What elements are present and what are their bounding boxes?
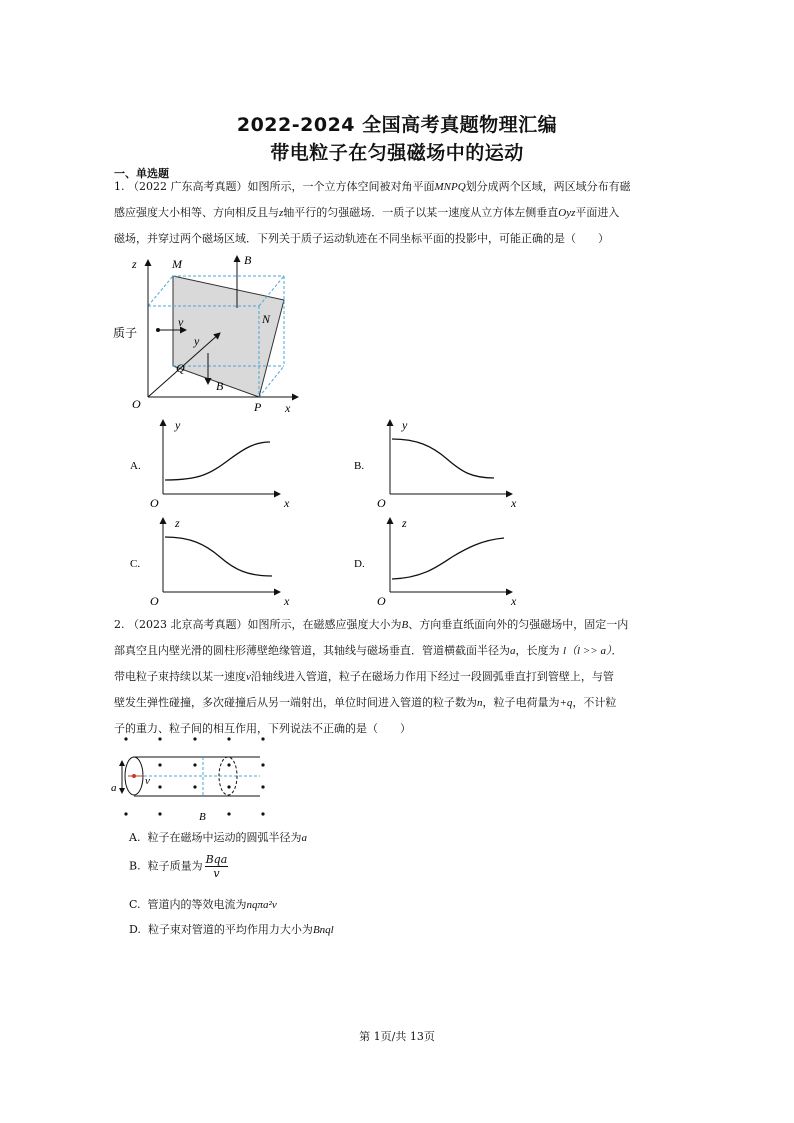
q1-line-2: 感应强度大小相等、方向相反且与z轴平行的匀强磁场．一质子以某一速度从立方体左侧垂直Oyz平面进入 <box>114 206 620 219</box>
svg-text:x: x <box>511 594 517 608</box>
q2-tube-figure <box>108 730 278 830</box>
option-d-label: D. <box>354 558 365 570</box>
option-c-label: C. <box>130 558 141 570</box>
q2-line-5: 子的重力、粒子间的相互作用，下列说法不正确的是（ ） <box>114 722 411 735</box>
page-footer: 第 1页/共 13页 <box>359 1030 435 1043</box>
option-a-label: A. <box>130 460 141 472</box>
svg-text:x: x <box>284 594 290 608</box>
q2-line-2: 部真空且内壁光滑的圆柱形薄壁绝缘管道，其轴线与磁场垂直．管道横截面半径为a，长度为 l（l >> a）． <box>114 644 623 657</box>
document-subtitle: 带电粒子在匀强磁场中的运动 <box>270 142 524 164</box>
label-m: M <box>172 257 182 271</box>
option-d-curve <box>392 538 504 579</box>
label-z: z <box>132 257 137 271</box>
svg-text:y: y <box>175 418 181 432</box>
label-v: v <box>178 315 184 329</box>
label-q: Q <box>176 361 185 375</box>
q2-option-d[interactable]: D. 粒子束对管道的平均作用力大小为Bnql <box>129 923 334 936</box>
svg-text:O: O <box>150 496 159 510</box>
option-b-curve <box>392 439 494 478</box>
svg-text:z: z <box>175 516 180 530</box>
q2-line-3: 带电粒子束持续以某一速度v沿轴线进入管道，粒子在磁场力作用下经过一段圆弧垂直打到管壁上，与管 <box>114 670 614 683</box>
option-a-graph[interactable] <box>120 414 300 514</box>
svg-text:O: O <box>377 496 386 510</box>
option-b-graph[interactable] <box>347 414 527 514</box>
svg-text:O: O <box>150 594 159 608</box>
label-proton: 质子 <box>113 326 138 340</box>
label-b-bottom: B <box>216 379 224 393</box>
section-heading: 一、单选题 <box>114 167 169 180</box>
question-1-text <box>114 174 694 251</box>
option-c-curve <box>165 537 272 576</box>
q1-line-1: 1. （2022 广东高考真题）如图所示，一个立方体空间被对角平面MNPQ划分成两个区域，两区域分布有磁 <box>114 180 631 193</box>
question-2-text <box>114 612 694 741</box>
svg-text:x: x <box>284 496 290 510</box>
q1-line-3: 磁场，并穿过两个磁场区域．下列关于质子运动轨迹在不同坐标平面的投影中，可能正确的是（ ） <box>114 232 609 245</box>
label-y: y <box>194 334 200 348</box>
q2-option-a[interactable]: A. 粒子在磁场中运动的圆弧半径为a <box>129 831 307 844</box>
label-b: B <box>199 811 206 823</box>
q2-option-b[interactable]: B. 粒子质量为 $\frac{\text{Bqa}}{v}$ <box>129 853 228 880</box>
label-p: P <box>254 400 262 414</box>
q1-cube-figure <box>110 250 310 420</box>
svg-text:O: O <box>377 594 386 608</box>
svg-text:z: z <box>402 516 407 530</box>
q2-line-1: 2. （2023 北京高考真题）如图所示，在磁感应强度大小为B、方向垂直纸面向外的匀强磁场中，固定一内 <box>114 618 629 631</box>
label-b-top: B <box>244 253 252 267</box>
option-c-graph[interactable] <box>120 512 300 612</box>
proton-dot <box>156 328 160 332</box>
q2-option-c[interactable]: C. 管道内的等效电流为nqπa²v <box>129 898 277 911</box>
label-n: N <box>262 312 271 326</box>
svg-text:y: y <box>402 418 408 432</box>
option-d-graph[interactable] <box>347 512 527 612</box>
option-b-label: B. <box>354 460 365 472</box>
q2-line-4: 壁发生弹性碰撞，多次碰撞后从另一端射出，单位时间进入管道的粒子数为n，粒子电荷量为+q，不计粒 <box>114 696 617 709</box>
label-o: O <box>132 397 141 411</box>
option-a-curve <box>165 442 270 480</box>
label-a: a <box>111 782 117 794</box>
label-v: v <box>145 775 150 787</box>
svg-text:x: x <box>511 496 517 510</box>
document-title: 2022-2024 全国高考真题物理汇编 <box>236 114 558 136</box>
label-x: x <box>285 401 291 415</box>
